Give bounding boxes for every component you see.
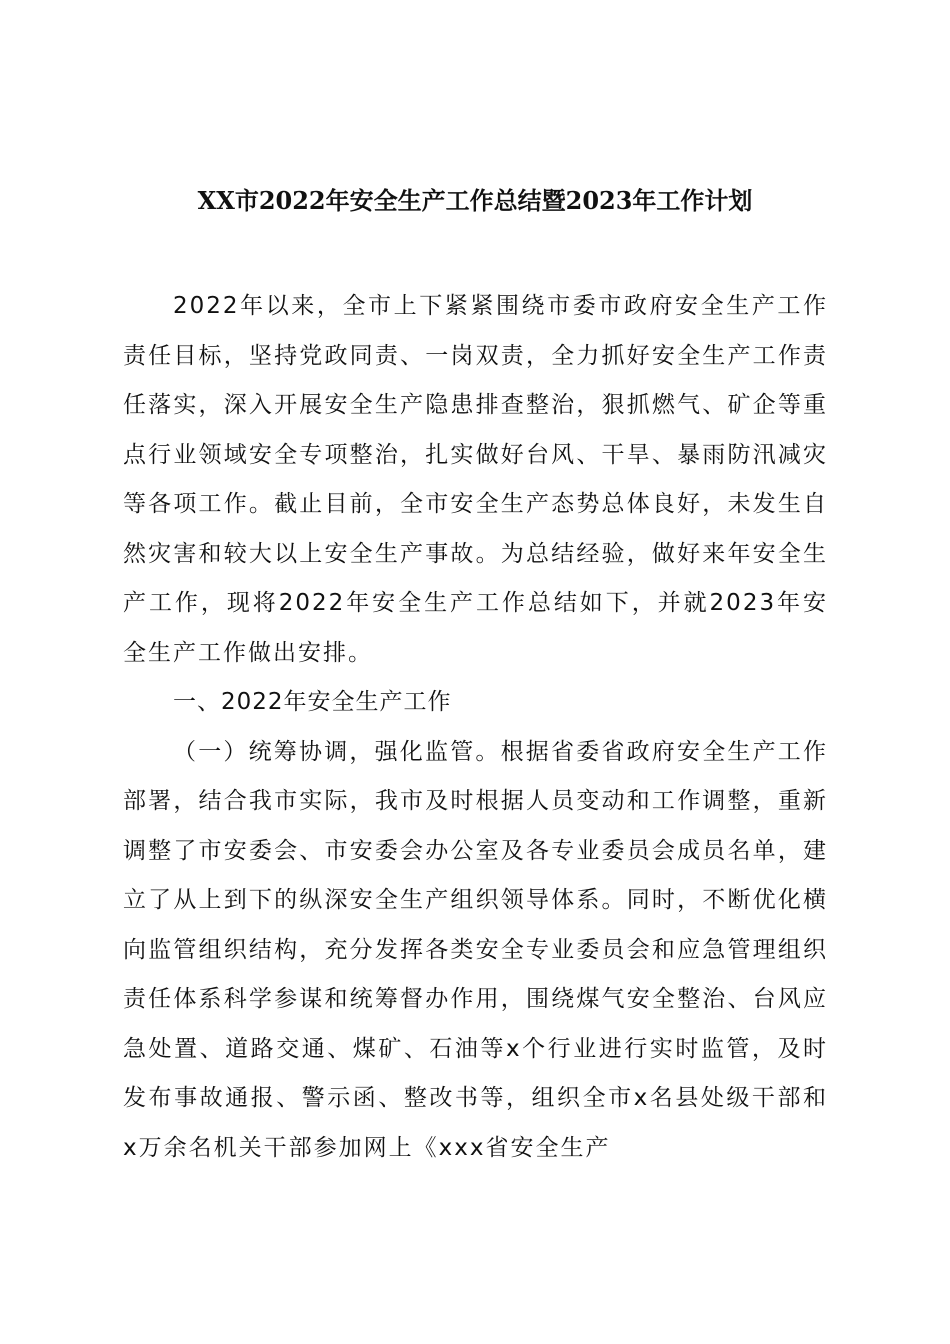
section-paragraph: （一）统筹协调，强化监管。根据省委省政府安全生产工作部署，结合我市实际，我市及时根据人员变动和工作调整，重新调整了市安委会、市安委会办公室及各专业委员会成员名单，建立了从上到下的纵深安全生产组织领导体系。同时，不断优化横向监管组织结构，充分发挥各类安全专业委员会和应急管理组织责任体系科学参谋和统筹督办作用，围绕煤气安全整治、台风应急处置、道路交通、煤矿、石油等x个行业进行实时监管，及时发布事故通报、警示函、整改书等，组织全市x名县处级干部和x万余名机关干部参加网上《xxx省安全生产 bbox=[123, 738, 828, 1161]
document-title: XX市2022年安全生产工作总结暨2023年工作计划 bbox=[197, 186, 753, 215]
intro-paragraph: 2022年以来，全市上下紧紧围绕市委市政府安全生产工作责任目标，坚持党政同责、一岗双责，全力抓好安全生产工作责任落实，深入开展安全生产隐患排查整治，狠抓燃气、矿企等重点行业领域安全专项整治，扎实做好台风、干旱、暴雨防汛减灾等各项工作。截止目前，全市安全生产态势总体良好，未发生自然灾害和较大以上安全生产事故。为总结经验，做好来年安全生产工作，现将2022年安全生产工作总结如下，并就2023年安全生产工作做出安排。 bbox=[123, 293, 828, 666]
section-heading: 一、2022年安全生产工作 bbox=[173, 689, 452, 715]
document-body bbox=[123, 282, 828, 1173]
